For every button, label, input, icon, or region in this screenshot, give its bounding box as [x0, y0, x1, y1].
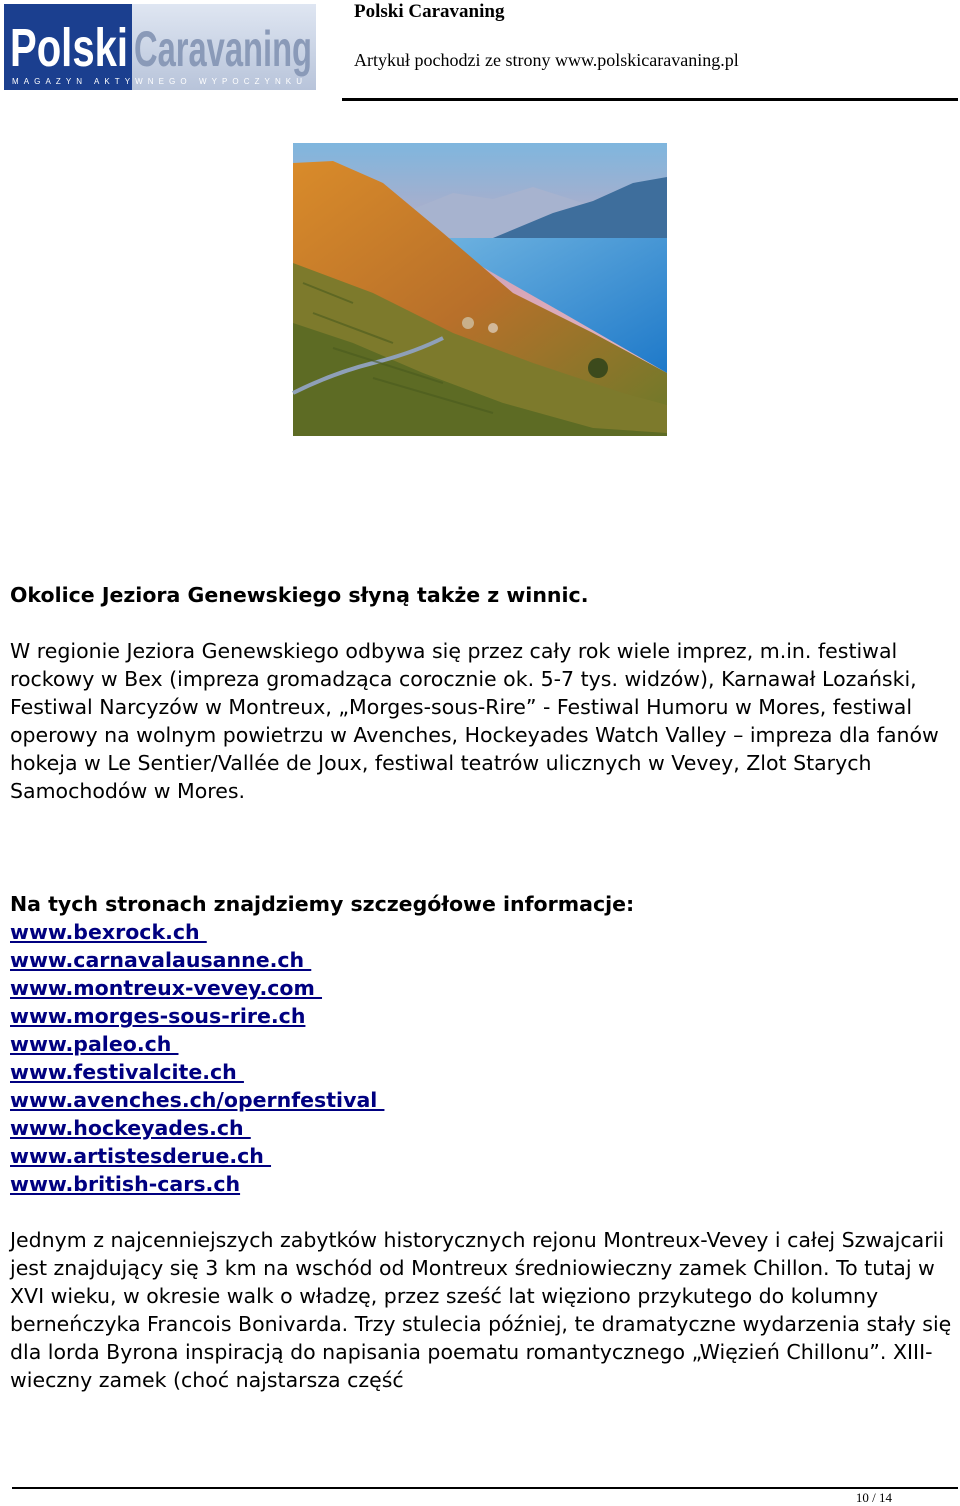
link-paleo[interactable]: www.paleo.ch: [10, 1032, 179, 1056]
photo-caption: Okolice Jeziora Genewskiego słyną także z winnic.: [10, 583, 589, 607]
link-montreux-vevey[interactable]: www.montreux-vevey.com: [10, 976, 323, 1000]
events-paragraph: W regionie Jeziora Genewskiego odbywa się przez cały rok wiele imprez, m.in. festiwal rockowy w Bex (impreza gromadząca corocznie ok. 5-7 tys. widzów), Karnawał Lozański, Festiwal Narcyzów w Montreux, „Morges-sous-Rire” - Festiwal Humoru w Mores, festiwal operowy na wolnym powietrzu w Avenches, Hockeyades Watch Valley – impreza dla fanów hokeja w Le Sentier/Vallée de Joux, festiwal teatrów ulicznych w Vevey, Zlot Starych Samochodów w Mores.: [10, 639, 939, 803]
links-list: [10, 918, 384, 1198]
page-number: 10 / 14: [855, 1490, 892, 1505]
link-artistesderue[interactable]: www.artistesderue.ch: [10, 1144, 272, 1168]
logo-tagline: MAGAZYN AKTYWNEGO WYPOCZYNKU: [12, 77, 302, 86]
link-carnavalausanne[interactable]: www.carnavalausanne.ch: [10, 948, 312, 972]
logo-accent-text: Caravaning: [134, 21, 312, 77]
links-heading: Na tych stronach znajdziemy szczegółowe informacje:: [10, 892, 635, 916]
link-british-cars[interactable]: www.british-cars.ch: [10, 1172, 241, 1196]
source-line: Artykuł pochodzi ze strony www.polskicaravaning.pl: [354, 50, 739, 70]
lake-geneva-vineyards-photo: [293, 143, 667, 436]
link-festivalcite[interactable]: www.festivalcite.ch: [10, 1060, 244, 1084]
polski-caravaning-logo: [4, 4, 316, 90]
chillon-paragraph: Jednym z najcenniejszych zabytków historycznych rejonu Montreux-Vevey i całej Szwajcarii jest znajdujący się 3 km na wschód od Montreux średniowieczny zamek Chillon. To tutaj w XVI wieku, w okresie walk o władzę, przez sześć lat więziono przykutego do kolumny berneńczyka Francois Bonivarda. Trzy stulecia później, te dramatyczne wydarzenia stały się dla lorda Byrona inspiracją do napisania poematu romantycznego „Więzień Chillonu”. XIII-wieczny zamek (choć najstarsza część: [10, 1228, 952, 1392]
footer-divider: [12, 1487, 958, 1489]
logo-main-text: Polski: [10, 18, 128, 78]
link-bexrock[interactable]: www.bexrock.ch: [10, 920, 207, 944]
link-morges-sous-rire[interactable]: www.morges-sous-rire.ch: [10, 1004, 306, 1028]
link-avenches-opernfestival[interactable]: www.avenches.ch/opernfestival: [10, 1088, 385, 1112]
site-title: Polski Caravaning: [354, 1, 505, 22]
link-hockeyades[interactable]: www.hockeyades.ch: [10, 1116, 251, 1140]
header-divider: [342, 98, 958, 101]
